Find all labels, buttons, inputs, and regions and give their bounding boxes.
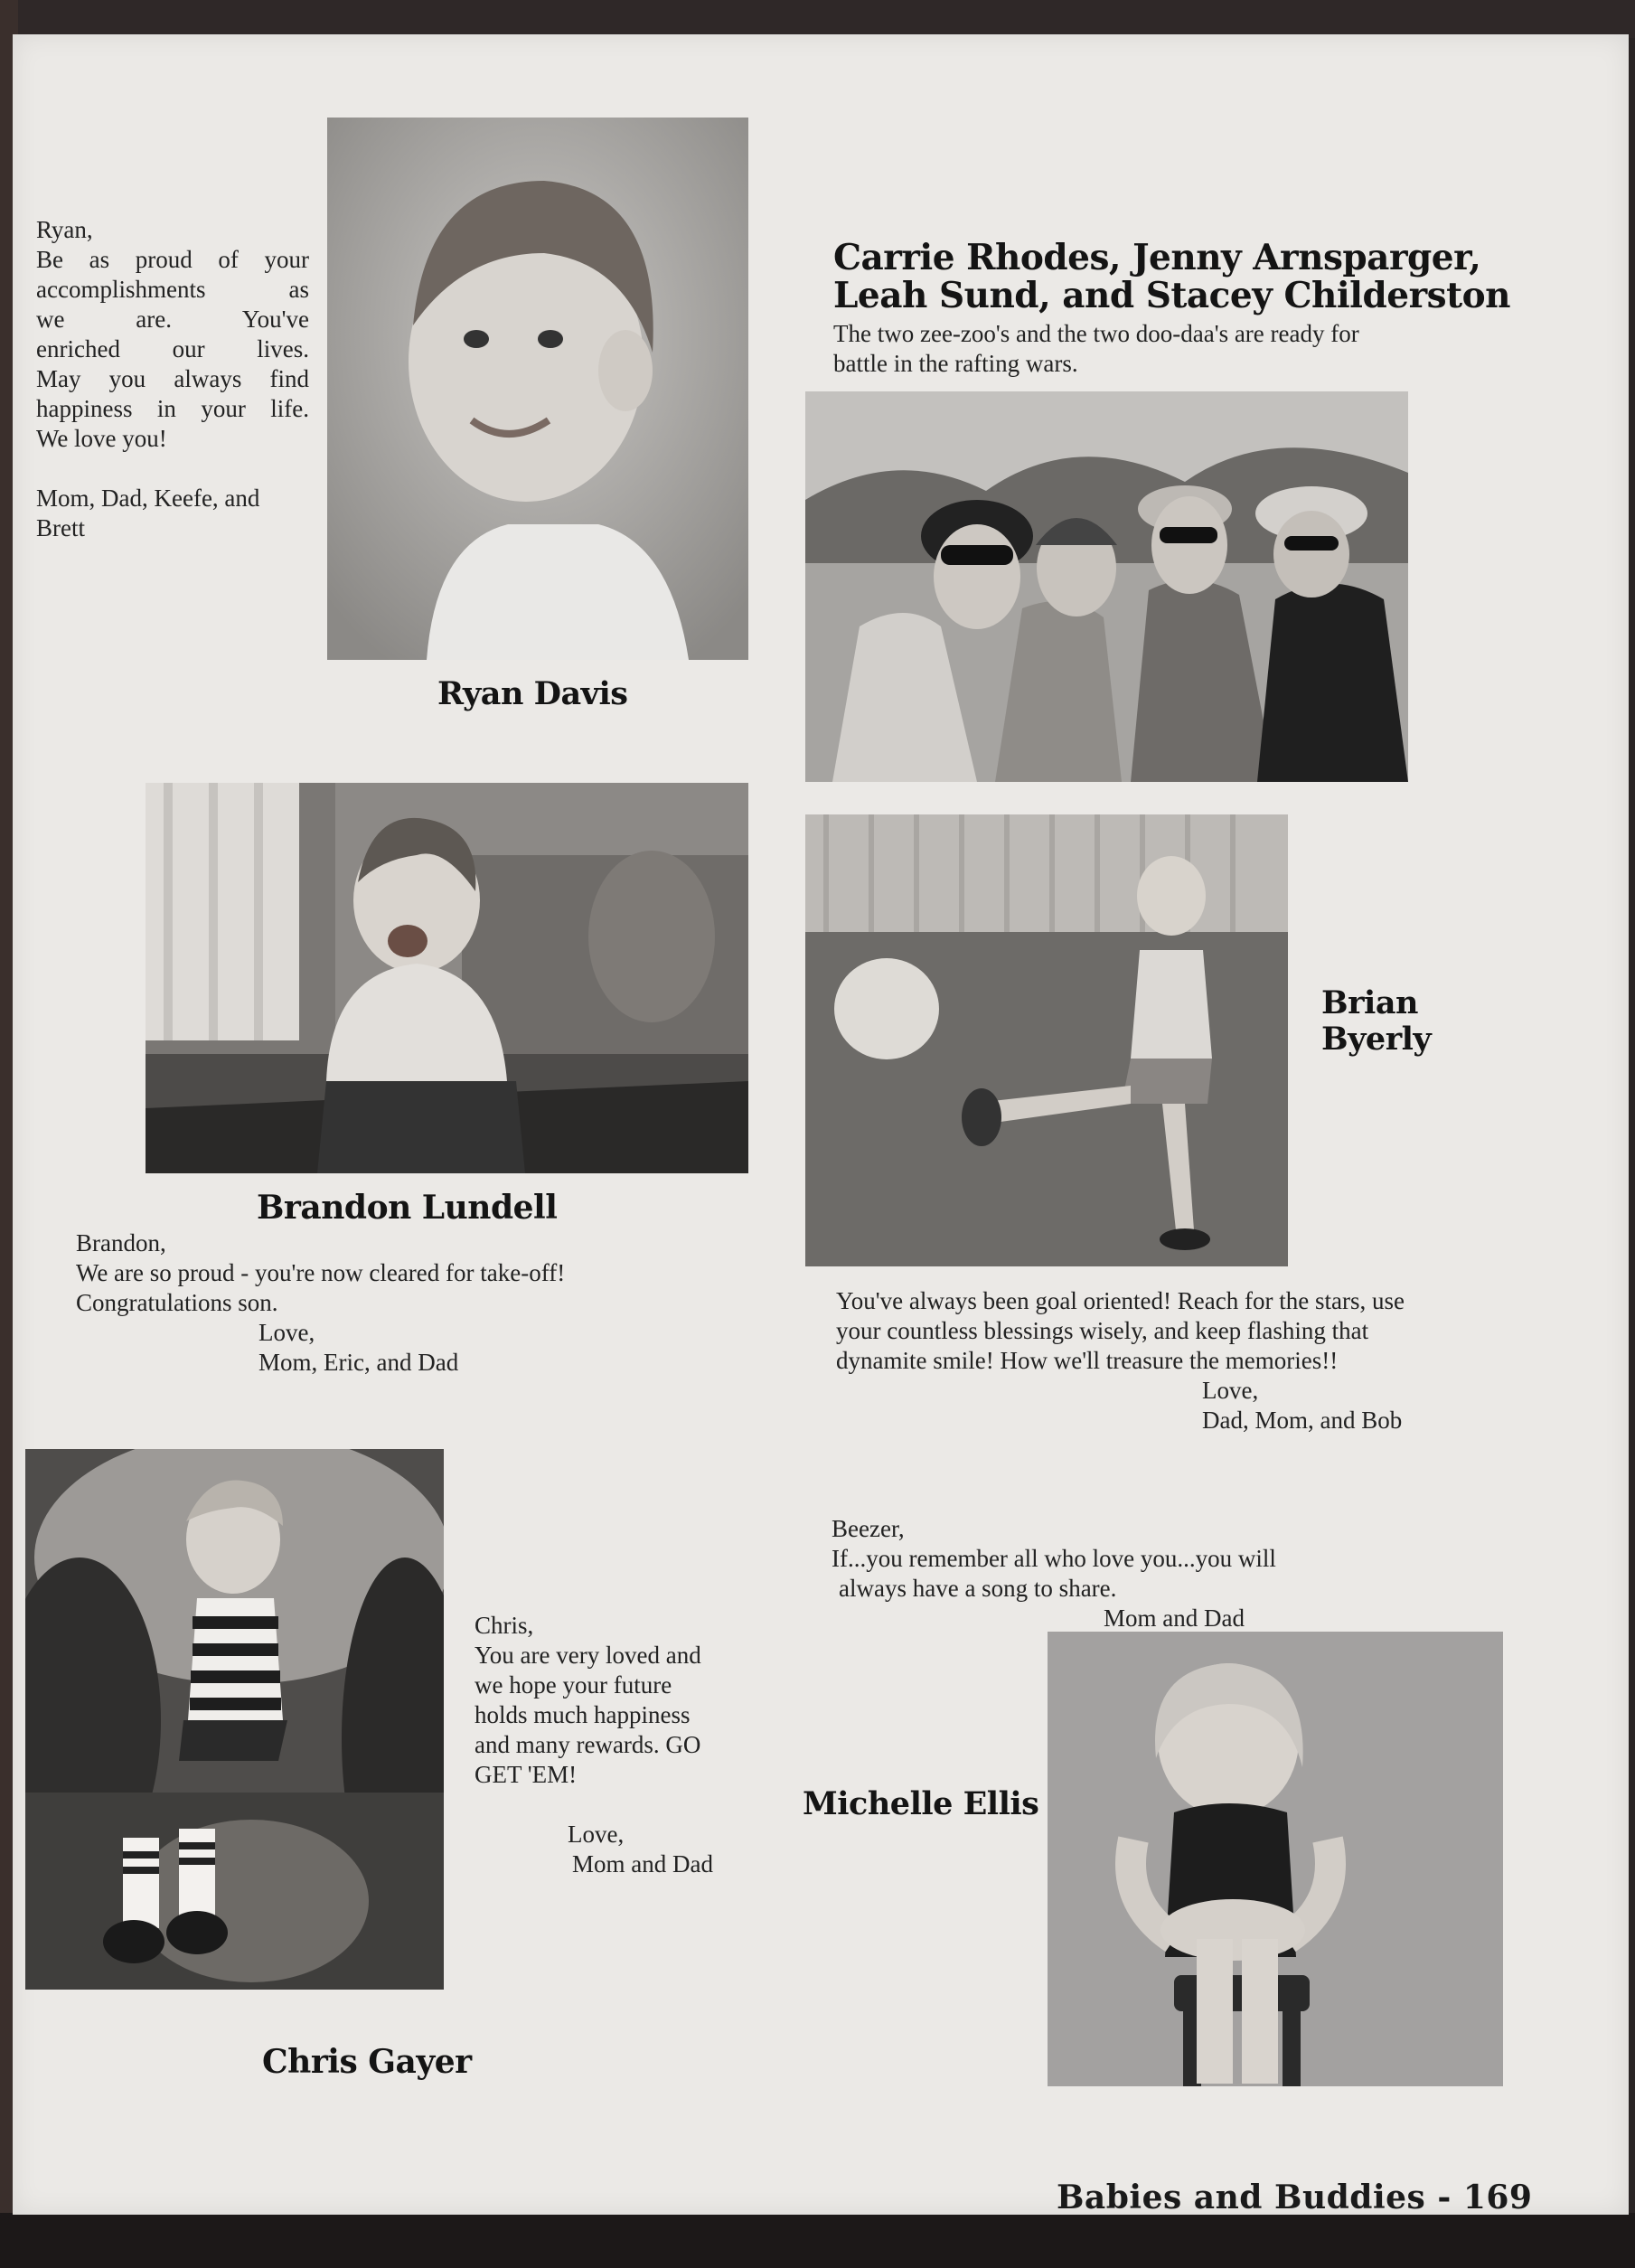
ryan-message-line: Ryan, bbox=[36, 216, 93, 243]
group-caption-line: The two zee-zoo's and the two doo-daa's are ready for bbox=[833, 320, 1359, 347]
brandon-message-line: Mom, Eric, and Dad bbox=[258, 1349, 459, 1376]
ryan-message-line: happiness in your life. bbox=[36, 395, 309, 422]
chris-message-line: Love, bbox=[568, 1821, 625, 1848]
ryan-davis-name: Ryan Davis bbox=[437, 675, 628, 712]
yearbook-page bbox=[13, 34, 1629, 2215]
scan-border-bottom bbox=[0, 2213, 1635, 2268]
chris-message-line: we hope your future bbox=[475, 1671, 672, 1699]
brian-message-line: You've always been goal oriented! Reach for the stars, use bbox=[836, 1287, 1405, 1314]
group-caption bbox=[833, 319, 1520, 379]
brian-byerly-name-line2: Byerly bbox=[1321, 1021, 1432, 1058]
brian-message-line: Love, bbox=[1202, 1377, 1259, 1404]
brian-message-line: Dad, Mom, and Bob bbox=[1202, 1407, 1403, 1434]
chris-message-line: Chris, bbox=[475, 1612, 534, 1639]
group-rafting-photo bbox=[805, 391, 1408, 782]
ryan-message-line bbox=[36, 454, 309, 484]
ryan-message-line: We love you! bbox=[36, 425, 167, 452]
group-names-line1: Carrie Rhodes, Jenny Arnsparger, bbox=[833, 237, 1481, 278]
group-names-line2: Leah Sund, and Stacey Childerston bbox=[833, 275, 1510, 316]
brandon-message-line: Love, bbox=[258, 1319, 315, 1346]
chris-message-line: Mom and Dad bbox=[572, 1850, 713, 1877]
brandon-lundell-name: Brandon Lundell bbox=[257, 1189, 558, 1227]
ryan-davis-photo bbox=[327, 118, 748, 660]
michelle-message-line: If...you remember all who love you...you will bbox=[832, 1545, 1276, 1572]
brandon-message-line: Brandon, bbox=[76, 1229, 166, 1256]
brian-message-line: your countless blessings wisely, and keep flashing that bbox=[836, 1317, 1369, 1344]
michelle-message-line: always have a song to share. bbox=[839, 1575, 1117, 1602]
michelle-ellis-photo bbox=[1048, 1632, 1503, 2086]
brian-byerly-name-line1: Brian bbox=[1321, 984, 1418, 1021]
page-footer: Babies and Buddies - 169 bbox=[1057, 2179, 1533, 2216]
ryan-message-line: accomplishments as bbox=[36, 276, 309, 303]
michelle-message-line: Mom and Dad bbox=[1104, 1605, 1245, 1632]
brian-message bbox=[836, 1286, 1523, 1435]
ryan-message-line: Mom, Dad, Keefe, and bbox=[36, 485, 260, 512]
michelle-message bbox=[832, 1514, 1392, 1633]
chris-gayer-photo bbox=[25, 1449, 444, 1990]
chris-message-line: holds much happiness bbox=[475, 1701, 691, 1728]
chris-message bbox=[475, 1611, 764, 1879]
brandon-message-line: Congratulations son. bbox=[76, 1289, 278, 1316]
chris-message-line bbox=[475, 1790, 764, 1820]
brandon-message bbox=[76, 1228, 763, 1378]
ryan-message-line: we are. You've bbox=[36, 306, 309, 333]
chris-message-line: and many rewards. GO bbox=[475, 1731, 701, 1758]
chris-message-line: GET 'EM! bbox=[475, 1761, 578, 1788]
michelle-ellis-name: Michelle Ellis bbox=[803, 1785, 1039, 1822]
chris-gayer-name: Chris Gayer bbox=[262, 2043, 472, 2081]
chris-message-line: You are very loved and bbox=[475, 1642, 701, 1669]
scan-border-top bbox=[0, 0, 1635, 38]
group-caption-line: battle in the rafting wars. bbox=[833, 350, 1078, 377]
ryan-message-line: enriched our lives. bbox=[36, 335, 309, 362]
brian-message-line: dynamite smile! How we'll treasure the memories!! bbox=[836, 1347, 1339, 1374]
brian-byerly-photo bbox=[805, 814, 1288, 1266]
ryan-message bbox=[36, 215, 309, 543]
ryan-message-line: May you always find bbox=[36, 365, 309, 392]
ryan-message-line: Brett bbox=[36, 514, 85, 541]
ryan-message-line: Be as proud of your bbox=[36, 246, 309, 273]
brandon-message-line: We are so proud - you're now cleared for take-off! bbox=[76, 1259, 566, 1286]
michelle-message-line: Beezer, bbox=[832, 1515, 905, 1542]
brandon-lundell-photo bbox=[146, 783, 748, 1173]
